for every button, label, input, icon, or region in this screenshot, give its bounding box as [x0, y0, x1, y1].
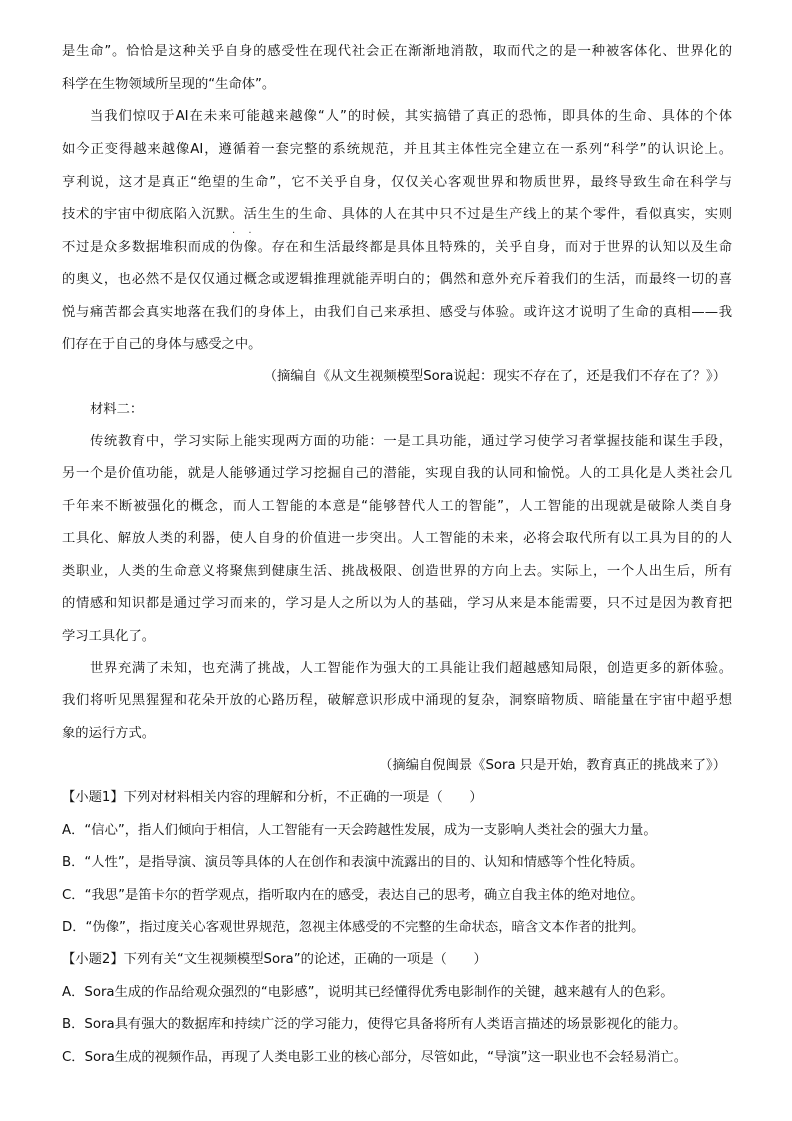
text-line: 是生命”。恰恰是这种关乎自身的感受性在现代社会正在渐渐地消散，取而代之的是一种被客体化、世界化的 — [62, 44, 732, 59]
question-1-stem: 【小题1】下列对材料相关内容的理解和分析，不正确的一项是（ ） — [62, 790, 483, 805]
question-2-option-b[interactable]: B．Sora具有强大的数据库和持续广泛的学习能力，使得它具备将所有人类语言描述的场景影视化的能力。 — [62, 1017, 687, 1032]
question-1-option-a[interactable]: A．“信心”，指人们倾向于相信，人工智能有一天会跨越性发展，成为一支影响人类社会的强大力量。 — [62, 823, 657, 838]
text-line: 的奥义，也必然不是仅仅通过概念或逻辑推理就能弄明白的；偶然和意外充斥着我们的生活，而最终一切的喜 — [62, 272, 732, 287]
text-line: 们存在于自己的身体与感受之中。 — [62, 337, 262, 352]
text-line: 世界充满了未知，也充满了挑战，人工智能作为强大的工具能让我们超越感知局限，创造更多的新体验。 — [90, 661, 732, 676]
text-line: 类职业，人类的生命意义将聚焦到健康生活、挑战极限、创造世界的方向上去。实际上，一个人出生后，所有 — [62, 564, 732, 579]
emphasis-dots: · · — [232, 228, 257, 239]
source-citation: （摘编自倪闽景《Sora 只是开始，教育真正的挑战来了》） — [379, 758, 726, 773]
section-heading: 材料二： — [90, 402, 144, 417]
text-line: 另一个是价值功能，就是人能够通过学习挖掘自己的潜能，实现自我的认同和愉悦。人的工具化是人类社会几 — [62, 466, 732, 481]
text-line: 如今正变得越来越像AI，遵循着一套完整的系统规范，并且其主体性完全建立在一系列“科学”的认识论上。 — [62, 142, 732, 157]
text-line: 我们将听见黑猩猩和花朵开放的心路历程，破解意识形成中涌现的复杂，洞察暗物质、暗能量在宇宙中超乎想 — [62, 693, 732, 708]
text-line: 悦与痛苦都会真实地落在我们的身体上，由我们自己来承担、感受与体验。或许这才说明了生命的真相——我 — [62, 305, 732, 320]
text-line: 传统教育中，学习实际上能实现两方面的功能：一是工具功能，通过学习使学习者掌握技能和谋生手段， — [90, 434, 732, 449]
text-line: 当我们惊叹于AI在未来可能越来越像“人”的时候，其实搞错了真正的恐怖，即具体的生命、具体的个体 — [90, 109, 732, 124]
question-2-option-a[interactable]: A．Sora生成的作品给观众强烈的“电影感”，说明其已经懂得优秀电影制作的关键，越来越有人的色彩。 — [62, 985, 674, 1000]
text-line: 科学在生物领域所呈现的“生命体”。 — [62, 77, 276, 92]
text-line: 不过是众多数据堆积而成的伪像。存在和生活最终都是具体且特殊的，关乎自身，而对于世界的认知以及生命 — [62, 240, 732, 255]
question-2-stem: 【小题2】下列有关“文生视频模型Sora”的论述，正确的一项是（ ） — [62, 952, 487, 967]
question-1-option-c[interactable]: C．“我思”是笛卡尔的哲学观点，指听取内在的感受，表达自己的思考，确立自我主体的绝对地位。 — [62, 888, 644, 903]
question-1-option-d[interactable]: D．“伪像”，指过度关心客观世界规范，忽视主体感受的不完整的生命状态，暗含文本作者的批判。 — [62, 920, 645, 935]
text-line: 象的运行方式。 — [62, 726, 156, 741]
text-line: 亨利说，这才是真正“绝望的生命”，它不关乎自身，仅仅关心客观世界和物质世界，最终导致生命在科学与 — [62, 175, 732, 190]
text-line: 技术的宇宙中彻底陷入沉默。活生生的生命、具体的人在其中只不过是生产线上的某个零件，看似真实，实则 — [62, 207, 732, 222]
text-line: 工具化、解放人类的利器，使人自身的价值进一步突出。人工智能的未来，必将会取代所有以工具为目的的人 — [62, 531, 732, 546]
question-1-option-b[interactable]: B．“人性”，是指导演、演员等具体的人在创作和表演中流露出的目的、认知和情感等个性化特质。 — [62, 855, 644, 870]
question-2-option-c[interactable]: C．Sora生成的视频作品，再现了人类电影工业的核心部分，尽管如此，“导演”这一职业也不会轻易消亡。 — [62, 1050, 688, 1065]
source-citation: （摘编自《从文生视频模型Sora说起：现实不存在了，还是我们不存在了？》） — [263, 369, 726, 384]
text-line: 千年来不断被强化的概念，而人工智能的本意是“能够替代人工的智能”，人工智能的出现就是破除人类自身 — [62, 499, 732, 514]
text-line: 的情感和知识都是通过学习而来的，学习是人之所以为人的基础，学习从来是本能需要，只不过是因为教育把 — [62, 596, 732, 611]
text-line: 学习工具化了。 — [62, 629, 156, 644]
